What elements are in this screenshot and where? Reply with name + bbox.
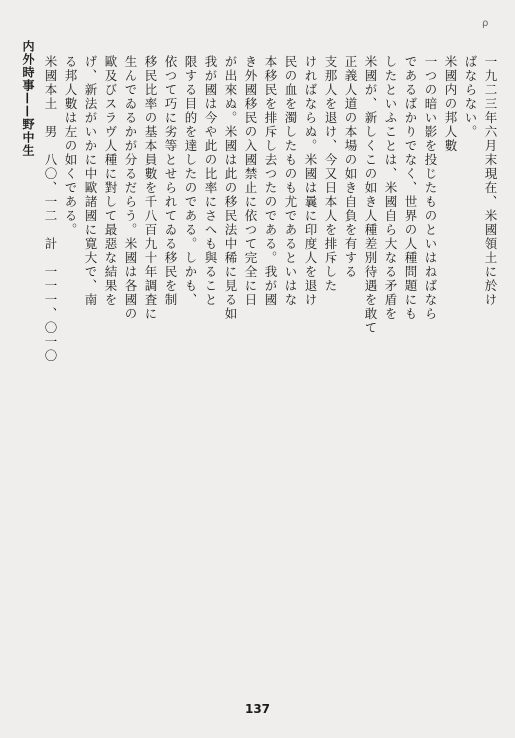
text-column: 生んでゐるかが分るだらう。米國は各國の — [123, 55, 138, 321]
text-column: 歐及びスラヴ人種に對して最惡な結果を — [103, 55, 118, 307]
text-column: 正義人道の本場の如き自負を有する — [343, 55, 358, 279]
page-number: 137 — [244, 702, 271, 716]
running-header: 内外時事——野中生 — [21, 40, 35, 157]
text-column: 一つの暗い影を投じたものといはねばなら — [423, 55, 438, 321]
text-column: 我が國は今や此の比率にさへも與ること — [203, 55, 218, 307]
text-column: 支那人を退け、今又日本人を排斥した — [323, 55, 338, 293]
vertical-text-body — [40, 55, 500, 660]
text-column: が出來ぬ。米國は此の移民法中稀に見る如 — [223, 55, 238, 321]
text-column: 米國内の邦人數 — [443, 55, 458, 153]
text-column: 一九二三年六月末現在、米國領土に於け — [483, 55, 498, 307]
corner-mark: ρ — [482, 18, 489, 29]
text-column: 限する目的を達したのである。しかも、 — [183, 55, 198, 307]
text-column: であるばかりでなく、世界の人種問題にも — [403, 55, 418, 321]
text-column: 移民比率の基本員數を千八百九十年調査に — [143, 55, 158, 321]
text-column: 米國本土 男 八〇、一二 計 一一一、〇一〇 — [43, 55, 58, 363]
text-column: 本移民を排斥し去つたのである。我が國 — [263, 55, 278, 307]
text-column: 依つて巧に劣等とせられてゐる移民を制 — [163, 55, 178, 307]
text-column: 民の血を濁したものも尤であるといはな — [283, 55, 298, 307]
text-column: げ、新法がいかに中歐諸國に寛大で、南 — [83, 55, 98, 307]
text-column: る邦人數は左の如くである。 — [63, 55, 78, 237]
text-column: 米國が、新しくこの如き人種差別待遇を敢て — [363, 55, 378, 335]
text-column: したといふことは、米國自ら大なる矛盾を — [383, 55, 398, 321]
text-column: ばならない。 — [463, 55, 478, 139]
text-column: ければならぬ。米國は曩に印度人を退け — [303, 55, 318, 307]
text-column: き外國移民の入國禁止に依つて完全に日 — [243, 55, 258, 307]
